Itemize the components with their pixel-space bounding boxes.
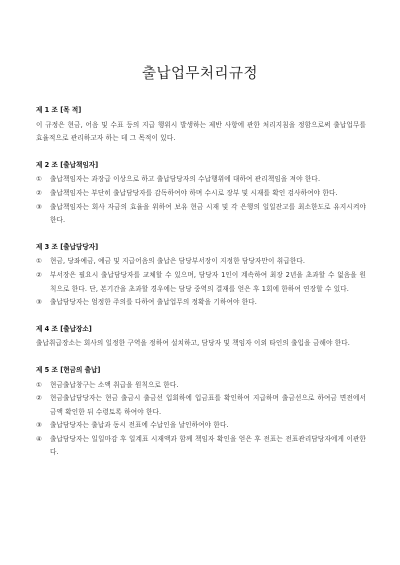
article-item	[36, 269, 366, 296]
article-heading: 제 2 조 [출납책임자]	[36, 160, 99, 169]
item-number: ③	[36, 202, 42, 211]
article-heading: 제 1 조 [목 적]	[36, 106, 82, 114]
item-text: 현금출납담당자는 현금 출금시 출금선 입회하에 입금표를 확인하여 지급하며 출금선으로 하여금 면전에서 금액 확인한 뒤 수령토록 하여야 한다.	[50, 394, 366, 416]
item-number: ②	[36, 394, 42, 403]
article-item	[36, 187, 366, 201]
item-text: 출납담당자는 엄정한 주의를 다하여 출납업무의 정확을 기하여야 한다.	[50, 298, 258, 307]
item-number: ④	[36, 434, 42, 443]
article-item	[36, 379, 366, 393]
document-title: 출납업무처리규정	[141, 66, 259, 82]
article-item	[36, 173, 366, 187]
item-text: 출납담당자는 일일마감 후 일계표 시재액과 함께 책임자 확인을 얻은 후 전표는 전표관리담당자에게 이관한다.	[50, 434, 366, 457]
item-number: ③	[36, 298, 42, 307]
item-text: 출납책임자는 부단히 출납담당자를 감독하여야 하며 수시로 장부 및 시재를 확인 검사하여야 한다.	[50, 188, 338, 197]
item-number: ①	[36, 175, 42, 184]
item-number: ①	[36, 257, 42, 266]
article-paragraph: 이 규정은 현금, 어음 및 수표 등의 지급 행위시 발생하는 제반 사항에 관한 처리지침을 정함으로써 출납업무를 효율적으로 관리하고자 하는 데 그 목적이 있다.	[36, 120, 366, 143]
item-number: ②	[36, 270, 42, 279]
article-item	[36, 296, 366, 310]
article-2	[36, 159, 366, 228]
article-heading: 제 5 조 [현금의 출납]	[36, 365, 101, 374]
document-body	[36, 104, 366, 473]
article-item	[36, 392, 366, 419]
article-3	[36, 241, 366, 310]
item-text: 현금출납창구는 소액 취급을 원칙으로 한다.	[50, 380, 179, 389]
item-text: 부서장은 필요시 출납담당자를 교체할 수 있으며, 담당자 1인이 계속하여 최장 2년을 초과할 수 없음을 원칙으로 한다. 단, 본기간을 초과할 경우에는 담당 중역의 결재를 얻은 후 1회에 한하여 연장할 수 있다.	[50, 270, 366, 293]
article-paragraph: 출납취급장소는 회사의 일정한 구역을 정하여 설치하고, 담당자 및 책임자 이외 타인의 출입을 금해야 한다.	[36, 339, 351, 348]
article-heading: 제 3 조 [출납담당자]	[36, 242, 99, 251]
article-item	[36, 419, 366, 433]
item-text: 현금, 당좌예금, 예금 및 지급어음의 출납은 담당부서장이 지정한 담당자만이 취급한다.	[50, 257, 306, 266]
item-text: 출납담당자는 출납과 동시 전표에 수납인을 날인하여야 한다.	[50, 421, 229, 430]
article-5	[36, 364, 366, 460]
article-item	[36, 201, 366, 228]
item-number: ①	[36, 380, 42, 389]
item-number: ③	[36, 421, 42, 430]
item-text: 출납책임자는 회사 자금의 효율을 위하여 보유 현금 시재 및 각 은행의 일일잔고를 최소한도로 유지시켜야 한다.	[50, 202, 366, 225]
article-item	[36, 433, 366, 460]
article-heading: 제 4 조 [출납장소]	[36, 324, 92, 333]
article-item	[36, 255, 366, 269]
item-number: ②	[36, 188, 42, 197]
article-4	[36, 323, 366, 351]
article-1	[36, 104, 366, 146]
item-text: 출납책임자는 과장급 이상으로 하고 출납담당자의 수납행위에 대하여 관리책임을 져야 한다.	[50, 175, 321, 184]
